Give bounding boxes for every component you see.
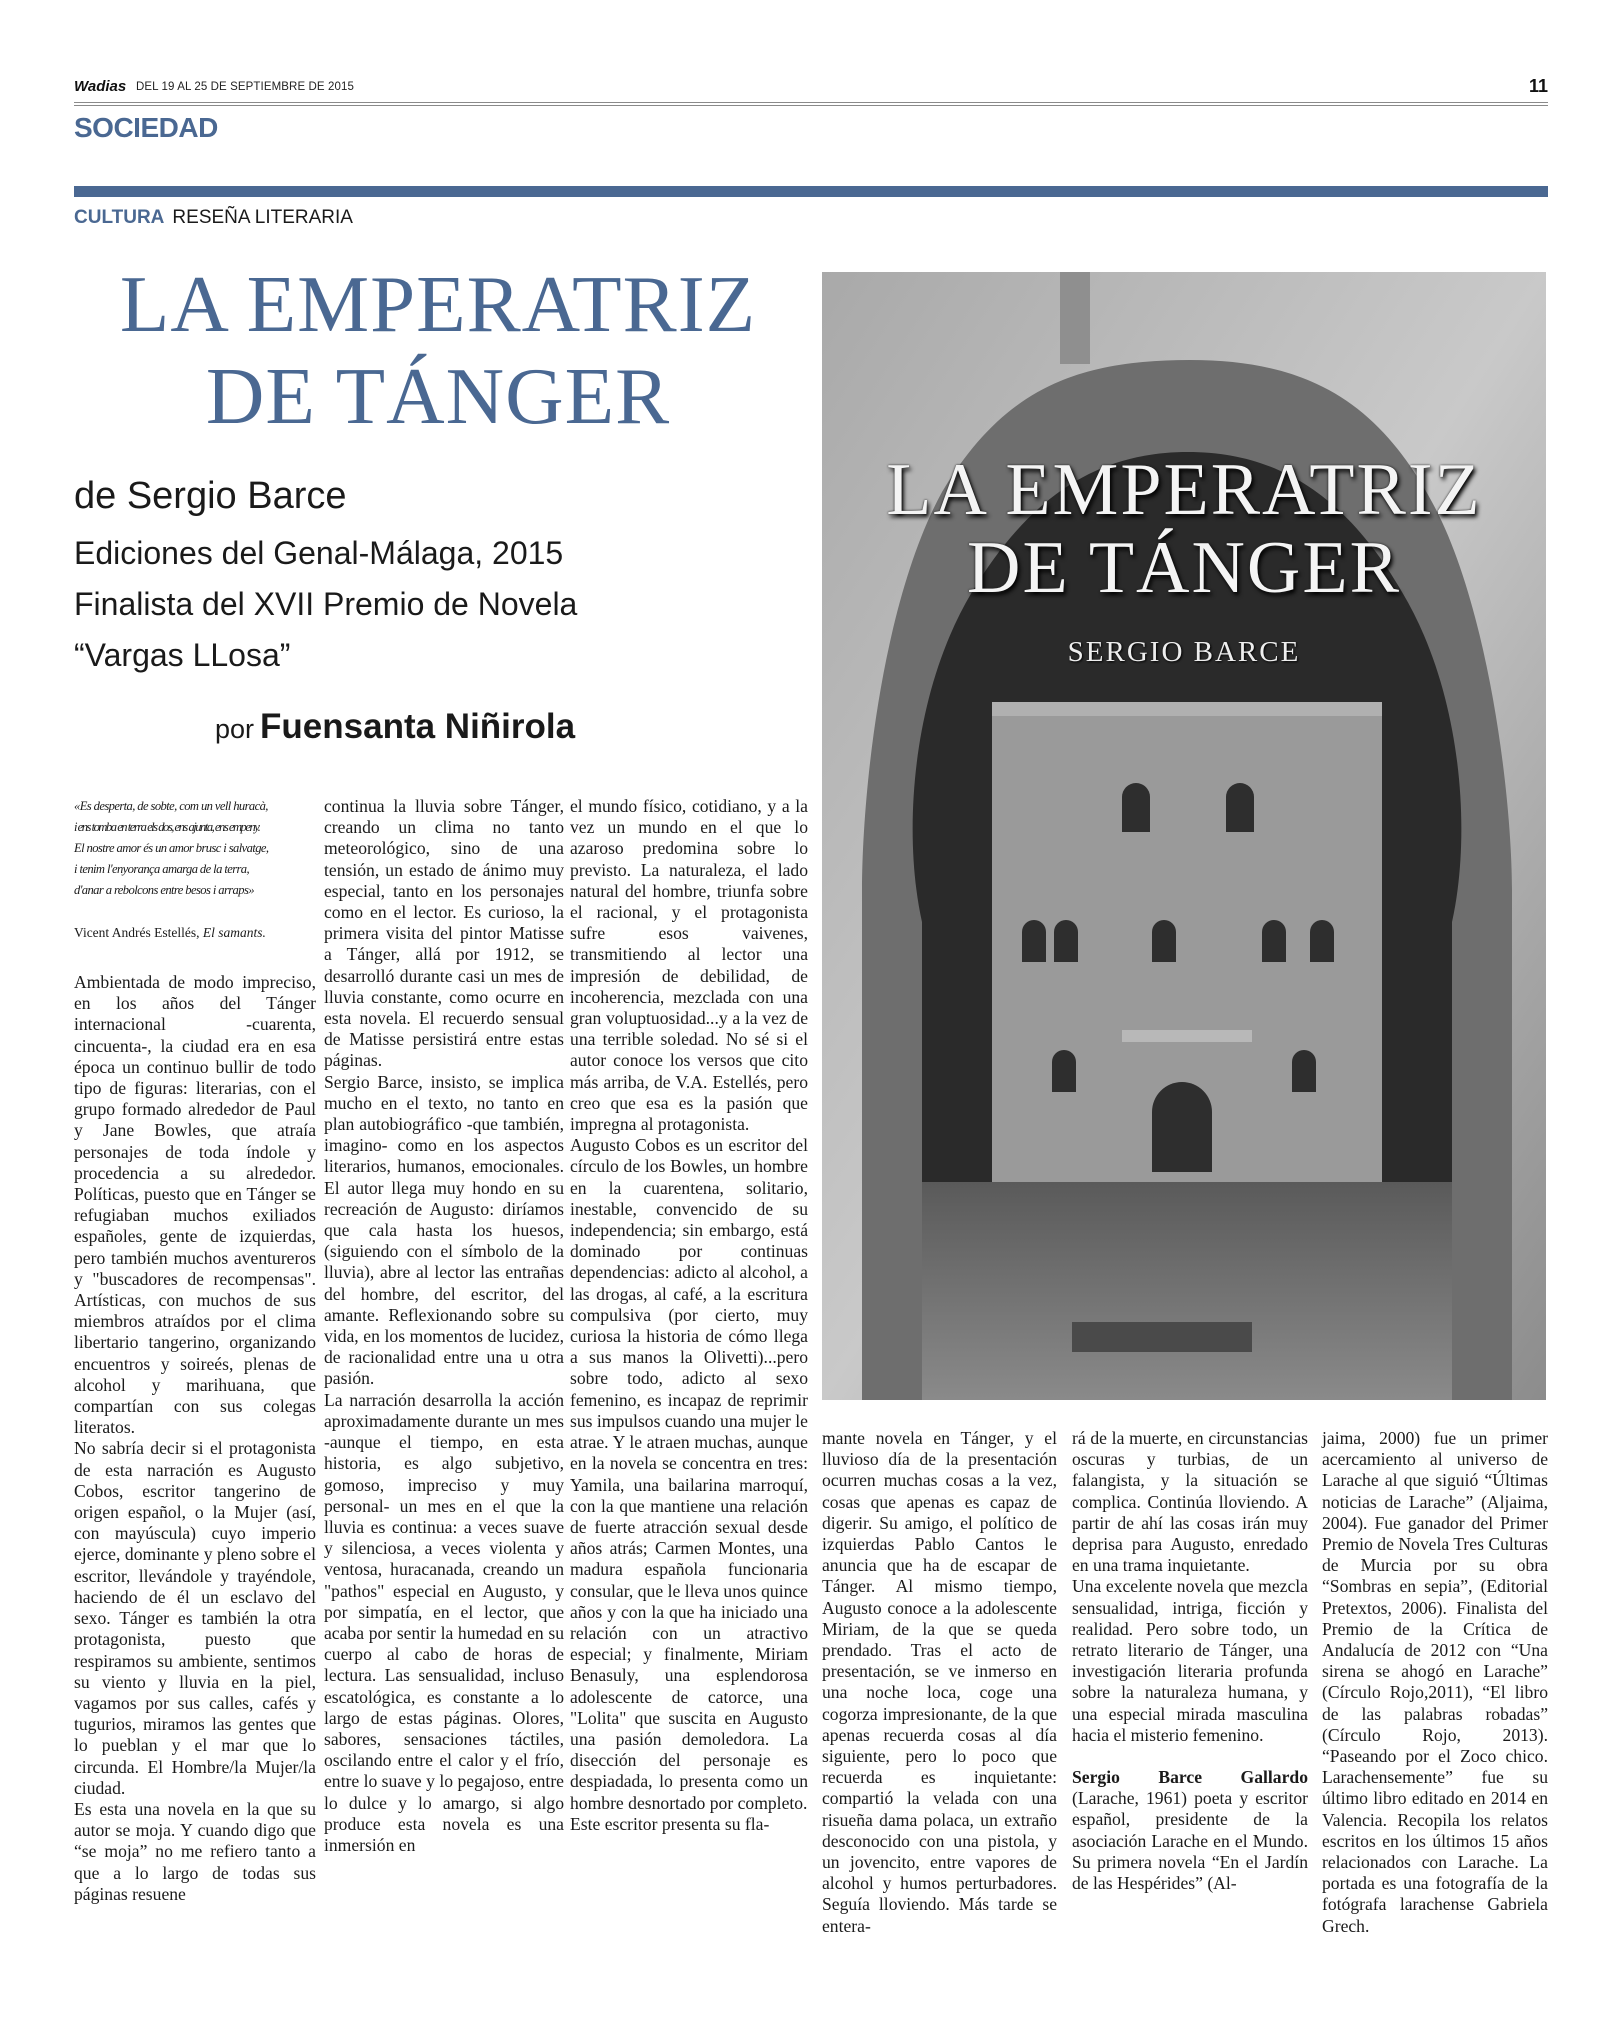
article-column-5 bbox=[1072, 1428, 1308, 1894]
article-paragraph: rá de la muerte, en circunstancias oscuras y turbias, de un falangista, y la situación se complica. Continúa lloviendo. A partir de ahí las cosas irán muy deprisa para Augusto, enredado en una trama inquietante. bbox=[1072, 1428, 1308, 1576]
article-paragraph: continua la lluvia sobre Tánger, creando un clima no tanto meteorológico, sino de una tensión, un estado de ánimo muy especial, tanto en los personajes como en el lector. Es curioso, la primera visita del pintor Matisse a Tánger, allá por 1912, se desarrolló durante casi un mes de lluvia constante, como ocurre en esta novela. El recuerdo sensual de Matisse persistirá entre estas páginas. bbox=[324, 796, 564, 1071]
epigraph-source-work: El samants. bbox=[202, 925, 266, 940]
epigraph-line: d'anar a rebolcons entre besos i arraps» bbox=[74, 883, 254, 897]
article-paragraph: mante novela en Tánger, y el lluvioso día de la presentación ocurren muchas cosas a la vez, cosas que apenas es capaz de digerir. Su amigo, el político de izquierdas Pablo Cantos le anuncia que ha de escapar de Tánger. Al mismo tiempo, Augusto conoce a la adolescente Miriam, de la que se queda prendado. Tras el acto de presentación, se ve inmerso en una noche loca, coge una cogorza impresionante, de la que apenas recuerda cosas al día siguiente, pero lo poco que recuerda es inquietante: compartió la velada con una risueña dama polaca, un extraño desconocido con una pistola, y un jovencito, entre vapores de alcohol y humos perturbadores. Seguía lloviendo. Más tarde se entera- bbox=[822, 1428, 1057, 1936]
issue-date: DEL 19 AL 25 DE SEPTIEMBRE DE 2015 bbox=[136, 81, 354, 93]
book-publisher: Ediciones del Genal-Málaga, 2015 bbox=[74, 535, 564, 571]
cover-title-line-2: DE TÁNGER bbox=[967, 527, 1401, 609]
author-bio-text: (Larache, 1961) poeta y escritor español, presidente de la asociación Larache en el Mundo. Su primera novela “En el Jardín de las Hespérides” (Al- bbox=[1072, 1788, 1308, 1894]
byline-name: Fuensanta Niñirola bbox=[260, 707, 576, 746]
author-bio-name: Sergio Barce Gallardo bbox=[1072, 1767, 1308, 1788]
epigraph-line: «Es desperta, de sobte, com un vell huracà, bbox=[74, 799, 268, 813]
cover-photo-illustration bbox=[822, 272, 1546, 1400]
page-number: 11 bbox=[1528, 76, 1548, 96]
epigraph bbox=[74, 796, 316, 901]
epigraph-line: i tenim l'enyorança amarga de la terra, bbox=[74, 862, 250, 876]
author-bio bbox=[1072, 1767, 1308, 1894]
cover-awning bbox=[1122, 1030, 1252, 1042]
headline-line-1: LA EMPERATRIZ bbox=[119, 259, 757, 349]
epigraph-line: El nostre amor és un amor brusc i salvatge, bbox=[74, 841, 269, 855]
headline bbox=[74, 258, 802, 442]
article-paragraph: Augusto Cobos es un escritor del círculo de los Bowles, un hombre en la cuarentena, solitario, inestable, convencido de su independencia; sin embargo, está dominado por continuas dependencias: adicto al alcohol, a las drogas, al café, a la escritura compulsiva (por cierto, muy curiosa la historia de cómo llega a sus manos la Olivetti)...pero sobre todo, adicto al sexo femenino, es incapaz de reprimir sus impulsos cuando una mujer le atrae. Y le atraen muchas, aunque en la novela se concentra en tres: Yamila, una bailarina marroquí, con la que mantiene una relación de fuerte atracción sexual desde años atrás; Carmen Montes, una madura española funcionaria consular, que le lleva unos quince años y con la que ha iniciado una relación con un atractivo especial; y finalmente, Miriam Benasuly, una esplendorosa adolescente de catorce, una "Lolita" que suscita en Augusto una pasión demoledora. La disección del personaje es despiadada, lo presenta como un hombre desnortado por completo. bbox=[570, 1135, 808, 1813]
article-paragraph: jaima, 2000) fue un primer acercamiento al universo de Larache al que siguió “Últimas noticias de Larache” (Aljaima, 2004). Fue ganador del Primer Premio de Novela Tres Culturas de Murcia por su obra “Sombras en sepia”, (Editorial Pretextos, 2006). Finalista del Premio de la Crítica de Andalucía de 2012 con “Una sirena se ahogó en Larache” (Círculo Rojo,2011), “El libro de las palabras robadas” (Círculo Rojo, 2013). “Paseando por el Zoco chico. Larachensemente” fue su último libro editado en 2014 en Valencia. Recopila los relatos escritos en los últimos 15 años relacionados con Larache. La portada es una fotografía de la fotógrafa larachense Gabriela Grech. bbox=[1322, 1428, 1548, 1936]
article-column-2 bbox=[324, 796, 564, 1856]
cover-title-line-1: LA EMPERATRIZ bbox=[886, 449, 1482, 531]
kicker bbox=[74, 207, 353, 229]
cover-author: SERGIO BARCE bbox=[1067, 636, 1301, 668]
paragraph-gap bbox=[1072, 1746, 1308, 1767]
publication-logo: Wadias bbox=[74, 78, 127, 95]
byline bbox=[215, 707, 575, 747]
section-title: SOCIEDAD bbox=[74, 112, 218, 143]
article-paragraph: el mundo físico, cotidiano, y a la vez un mundo en el que lo azaroso predomina sobre lo previsto. La naturaleza, el lado natural del hombre, triunfa sobre el racional, y el protagonista sufre esos vaivenes, transmitiendo al lector una impresión de debilidad, de incoherencia, mezclada con una gran voluptuosidad...y a la vez de una terrible soledad. No sé si el autor conoce los versos que cito más arriba, de V.A. Estellés, pero creo que esa es la pasión que impregna al protagonista. bbox=[570, 796, 808, 1135]
kicker-label: RESEÑA LITERARIA bbox=[172, 207, 353, 228]
header-rule bbox=[74, 105, 1548, 106]
section-divider-bar bbox=[74, 186, 1548, 197]
cover-courtyard-floor bbox=[922, 1182, 1452, 1400]
article-column-4 bbox=[822, 1428, 1057, 1937]
epigraph-source bbox=[74, 925, 266, 941]
article-paragraph: La narración desarrolla la acción aproximadamente durante un mes -aunque el tiempo, en esta historia, es algo subjetivo, gomoso, impreciso y muy personal- un mes en el que la lluvia es continua: a veces suave y silenciosa, a veces violenta y ventosa, huracanada, creando un "pathos" especial en Augusto, y por simpatía, en el lector, que acaba por sentir la humedad en su cuerpo al cabo de horas de lectura. Las sensualidad, incluso escatológica, es constante a lo largo de estas páginas. Olores, sabores, sensaciones táctiles, oscilando entre el calor y el frío, entre lo suave y lo pegajoso, entre lo dulce y lo amargo, si algo produce esta novela es una inmersión en bbox=[324, 1389, 564, 1855]
header-rule bbox=[74, 102, 1548, 103]
book-prize-name: “Vargas LLosa” bbox=[74, 637, 291, 673]
epigraph-line: i ens tomba en terra els dos, ens ajunta, ens empeny. bbox=[74, 820, 260, 834]
article-column-1 bbox=[74, 972, 316, 1905]
book-prize: Finalista del XVII Premio de Novela bbox=[74, 586, 578, 622]
book-author: de Sergio Barce bbox=[74, 475, 347, 517]
cover-building-cornice bbox=[992, 702, 1382, 716]
cover-drainpipe bbox=[1060, 272, 1090, 364]
epigraph-source-author: Vicent Andrés Estellés, bbox=[74, 925, 203, 940]
article-paragraph: No sabría decir si el protagonista de esta narración es Augusto Cobos, escritor tangerino de origen español, o la Mujer (así, con mayúscula) cuyo imperio ejerce, dominante y pleno sobre el escritor, llevándole y trayéndole, haciendo de él un esclavo del sexo. Tánger es también la otra protagonista, puesto que respiramos su ambiente, sentimos su viento y lluvia en la piel, vagamos por sus calles, cafés y tugurios, miramos las gentes que lo pueblan y el mar que lo circunda. El Hombre/la Mujer/la ciudad. bbox=[74, 1438, 316, 1798]
article-paragraph: Ambientada de modo impreciso, en los años del Tánger internacional -cuarenta, cincuenta-, la ciudad era en esa época un continuo bullir de todo tipo de figuras: literarias, con el grupo formado alrededor de Paul y Jane Bowles, que atraía personajes de toda índole y procedencia a su alrededor. Políticas, puesto que en Tánger se refugiaban muchos exiliados españoles, gente de izquierdas, pero también muchos aventureros y "buscadores de recompensas". Artísticas, con muchos de sus miembros atraídos por el clima libertario tangerino, organizando encuentros y soireés, plenas de alcohol y marihuana, que compartían con sus colegas literatos. bbox=[74, 972, 316, 1438]
article-column-3 bbox=[570, 796, 808, 1835]
kicker-category: CULTURA bbox=[74, 207, 165, 228]
book-cover-image bbox=[822, 272, 1546, 1400]
article-paragraph: Una excelente novela que mezcla sensualidad, intriga, ficción y realidad. Pero sobre todo, un retrato literario de Tánger, una investigación literaria profunda sobre la naturaleza humana, y una especial mirada masculina hacia el misterio femenino. bbox=[1072, 1576, 1308, 1745]
byline-prefix: por bbox=[215, 714, 255, 744]
headline-line-2: DE TÁNGER bbox=[205, 351, 671, 441]
article-paragraph: Sergio Barce, insisto, se implica mucho en el texto, no tanto en plan autobiográfico -que también, imagino- como en los aspectos literarios, humanos, emocionales. El autor llega muy hondo en su recreación de Augusto: diríamos que cala hasta los huesos, (siguiendo con el símbolo de la lluvia), abre al lector las entrañas del hombre, del escritor, del amante. Reflexionando sobre su vida, en los momentos de lucidez, de racionalidad entre una u otra pasión. bbox=[324, 1071, 564, 1389]
article-paragraph: Es esta una novela en la que su autor se moja. Y cuando digo que “se moja” no me refiero tanto a que a lo largo de todas sus páginas resuene bbox=[74, 1798, 316, 1904]
article-column-6 bbox=[1322, 1428, 1548, 1937]
article-paragraph: Este escritor presenta su fla- bbox=[570, 1813, 770, 1834]
cover-rug bbox=[1072, 1322, 1252, 1352]
